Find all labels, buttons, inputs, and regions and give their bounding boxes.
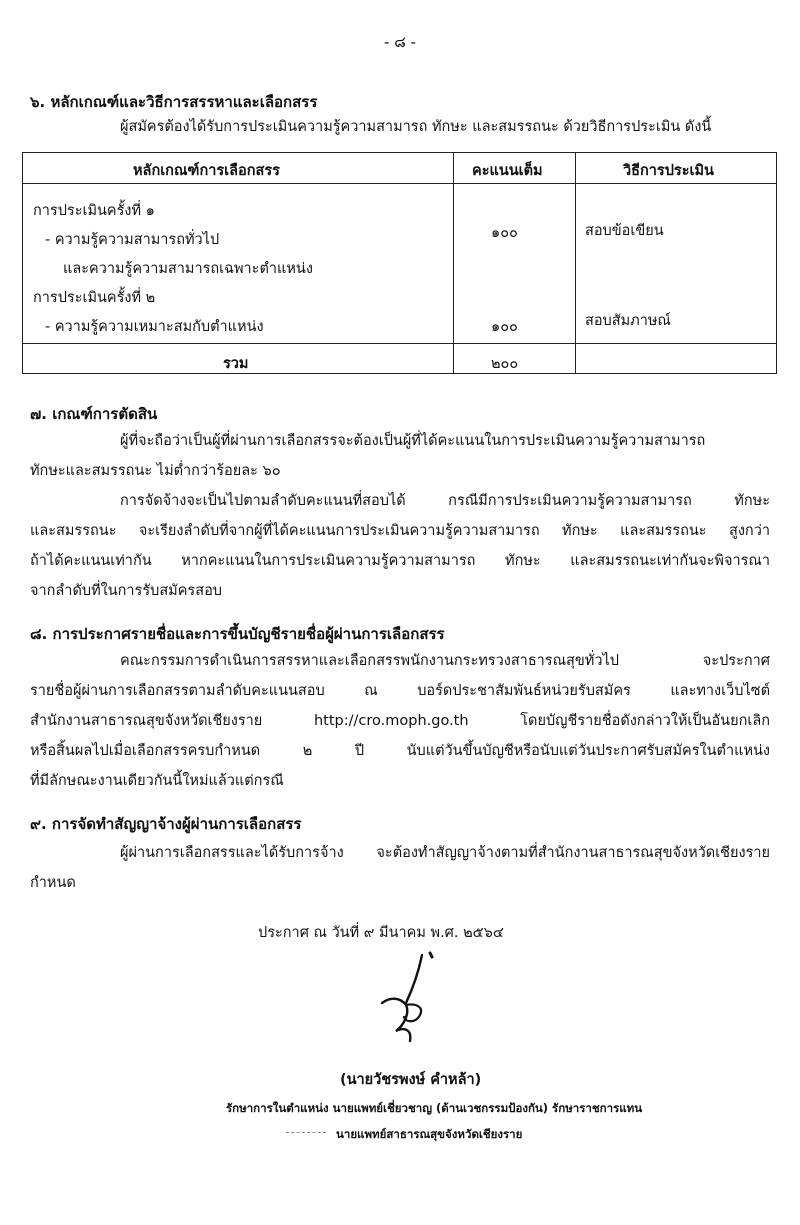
table-header-criteria: หลักเกณฑ์การเลือกสรร	[133, 163, 280, 179]
section-8-line3: สำนักงานสาธารณสุขจังหวัดเชียงราย http://cro.moph.go.th โดยบัญชีรายชื่อดังกล่าวให้เป็นอันยกเลิก	[30, 713, 770, 729]
signatory-title-line2: นายแพทย์สาธารณสุขจังหวัดเชียงราย	[336, 1127, 523, 1141]
section-7-p1-line1: ผู้ที่จะถือว่าเป็นผู้ที่ผ่านการเลือกสรรจะต้องเป็นผู้ที่ได้คะแนนในการประเมินความรู้ความสามารถ	[120, 433, 706, 449]
section-9-line1: ผู้ผ่านการเลือกสรรและได้รับการจ้าง จะต้องทำสัญญาจ้างตามที่สำนักงานสาธารณสุขจังหวัดเชียงราย	[120, 845, 770, 861]
total-score: ๒๐๐	[491, 356, 519, 372]
section-9-heading: ๙. การจัดทำสัญญาจ้างผู้ผ่านการเลือกสรร	[30, 815, 302, 833]
section-8-line2: รายชื่อผู้ผ่านการเลือกสรรตามลำดับคะแนนสอบ ณ บอร์ดประชาสัมพันธ์หน่วยรับสมัคร และทางเว็บไซต์	[30, 683, 770, 699]
section-7-p1-line2: ทักษะและสมรรถนะ ไม่ต่ำกว่าร้อยละ ๖๐	[30, 463, 281, 479]
section-8-heading: ๘. การประกาศรายชื่อและการขึ้นบัญชีรายชื่อผู้ผ่านการเลือกสรร	[30, 625, 445, 643]
section-7-heading: ๗. เกณฑ์การตัดสิน	[30, 405, 158, 423]
table-header-divider	[23, 183, 776, 184]
section-7-p2-line4: จากลำดับที่ในการรับสมัครสอบ	[30, 583, 222, 599]
section-8-line1: คณะกรรมการดำเนินการสรรหาและเลือกสรรพนักงานกระทรวงสาธารณสุขทั่วไป จะประกาศ	[120, 653, 770, 669]
dotted-mark	[286, 1132, 326, 1134]
handwritten-signature	[360, 945, 470, 1065]
round-2-method: สอบสัมภาษณ์	[585, 313, 671, 329]
round-1-score: ๑๐๐	[491, 225, 518, 241]
section-7-p2-line3: ถ้าได้คะแนนเท่ากัน หากคะแนนในการประเมินความรู้ความสามารถ ทักษะ และสมรรถนะเท่ากันจะพิจารณา	[30, 553, 770, 569]
page-number: - ๘ -	[384, 33, 416, 51]
round-1-item-line1: - ความรู้ความสามารถทั่วไป	[45, 232, 220, 248]
section-7-p2-line1: การจัดจ้างจะเป็นไปตามลำดับคะแนนที่สอบได้ กรณีมีการประเมินความรู้ความสามารถ ทักษะ	[120, 493, 770, 509]
announcement-date: ประกาศ ณ วันที่ ๙ มีนาคม พ.ศ. ๒๕๖๔	[258, 925, 504, 941]
signatory-title-line1: รักษาการในตำแหน่ง นายแพทย์เชี่ยวชาญ (ด้านเวชกรรมป้องกัน) รักษาราชการแทน	[226, 1101, 643, 1115]
section-6-intro: ผู้สมัครต้องได้รับการประเมินความรู้ความสามารถ ทักษะ และสมรรถนะ ด้วยวิธีการประเมิน ดังนี้	[120, 119, 712, 135]
total-label: รวม	[223, 356, 249, 372]
section-7-body	[30, 426, 770, 606]
section-8-body	[30, 646, 770, 796]
section-6-heading: ๖. หลักเกณฑ์และวิธีการสรรหาและเลือกสรร	[30, 93, 318, 111]
round-1-title: การประเมินครั้งที่ ๑	[33, 203, 155, 219]
table-col-divider-2	[575, 153, 576, 373]
signatory-name: (นายวัชรพงษ์ คำหล้า)	[340, 1072, 482, 1088]
section-7-p2-line2: และสมรรถนะ จะเรียงลำดับที่จากผู้ที่ได้คะแนนการประเมินความรู้ความสามารถ ทักษะ และสมรรถนะ สูงกว่า	[30, 523, 770, 539]
round-1-item-line2: และความรู้ความสามารถเฉพาะตำแหน่ง	[63, 261, 313, 277]
round-2-title: การประเมินครั้งที่ ๒	[33, 290, 156, 306]
round-1-method: สอบข้อเขียน	[585, 223, 664, 239]
section-8-line5: ที่มีลักษณะงานเดียวกันนี้ใหม่แล้วแต่กรณี	[30, 773, 284, 789]
table-header-score: คะแนนเต็ม	[472, 163, 543, 179]
table-total-divider	[23, 343, 776, 344]
round-2-item: - ความรู้ความเหมาะสมกับตำแหน่ง	[45, 319, 264, 335]
table-header-method: วิธีการประเมิน	[623, 163, 714, 179]
section-8-line4: หรือสิ้นผลไปเมื่อเลือกสรรครบกำหนด ๒ ปี นับแต่วันขึ้นบัญชีหรือนับแต่วันประกาศรับสมัครในตำแหน่ง	[30, 743, 770, 759]
criteria-table	[22, 152, 777, 374]
table-col-divider-1	[453, 153, 454, 373]
section-9-body	[30, 838, 770, 898]
round-2-score: ๑๐๐	[491, 319, 518, 335]
section-9-line2: กำหนด	[30, 875, 76, 891]
